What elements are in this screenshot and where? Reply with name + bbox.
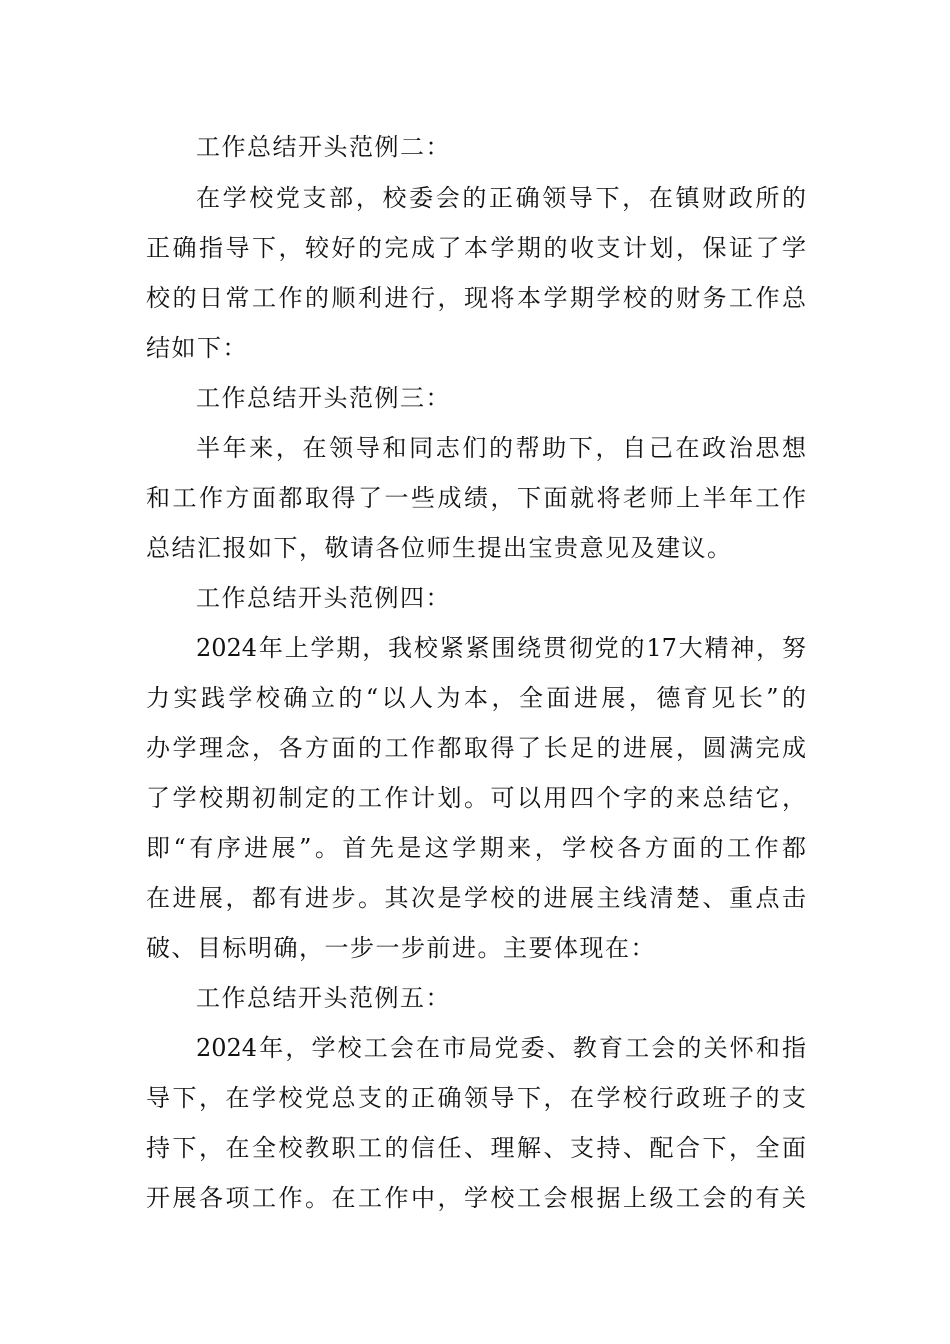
paragraph-line: 即“有序进展”。首先是这学期来，学校各方面的工作都 <box>146 834 806 862</box>
heading-example-5: 工作总结开头范例五： <box>196 984 451 1012</box>
paragraph-line: 正确指导下，较好的完成了本学期的收支计划，保证了学 <box>146 234 806 262</box>
paragraph-line: 了学校期初制定的工作计划。可以用四个字的来总结它， <box>146 784 806 812</box>
paragraph-line: 校的日常工作的顺利进行，现将本学期学校的财务工作总 <box>146 284 806 312</box>
paragraph-line: 在学校党支部，校委会的正确领导下，在镇财政所的 <box>196 184 806 212</box>
paragraph-line: 总结汇报如下，敬请各位师生提出宝贵意见及建议。 <box>146 534 733 562</box>
paragraph-line: 半年来，在领导和同志们的帮助下，自己在政治思想 <box>196 434 806 462</box>
paragraph-line: 导下，在学校党总支的正确领导下，在学校行政班子的支 <box>146 1084 806 1112</box>
heading-example-2: 工作总结开头范例二： <box>196 133 451 161</box>
heading-example-4: 工作总结开头范例四： <box>196 584 451 612</box>
paragraph-line: 持下，在全校教职工的信任、理解、支持、配合下，全面 <box>146 1134 806 1162</box>
paragraph-line: 结如下： <box>146 334 248 362</box>
paragraph-line: 和工作方面都取得了一些成绩，下面就将老师上半年工作 <box>146 484 806 512</box>
heading-example-3: 工作总结开头范例三： <box>196 384 451 412</box>
paragraph-line: 2024年，学校工会在市局党委、教育工会的关怀和指 <box>196 1034 806 1062</box>
paragraph-line: 力实践学校确立的“以人为本，全面进展，德育见长”的 <box>146 684 806 712</box>
paragraph-line: 办学理念，各方面的工作都取得了长足的进展，圆满完成 <box>146 734 806 762</box>
paragraph-line: 破、目标明确，一步一步前进。主要体现在： <box>146 934 656 962</box>
paragraph-line: 在进展，都有进步。其次是学校的进展主线清楚、重点击 <box>146 884 806 912</box>
paragraph-line: 开展各项工作。在工作中，学校工会根据上级工会的有关 <box>146 1184 806 1212</box>
paragraph-line: 2024年上学期，我校紧紧围绕贯彻党的17大精神，努 <box>196 634 806 662</box>
